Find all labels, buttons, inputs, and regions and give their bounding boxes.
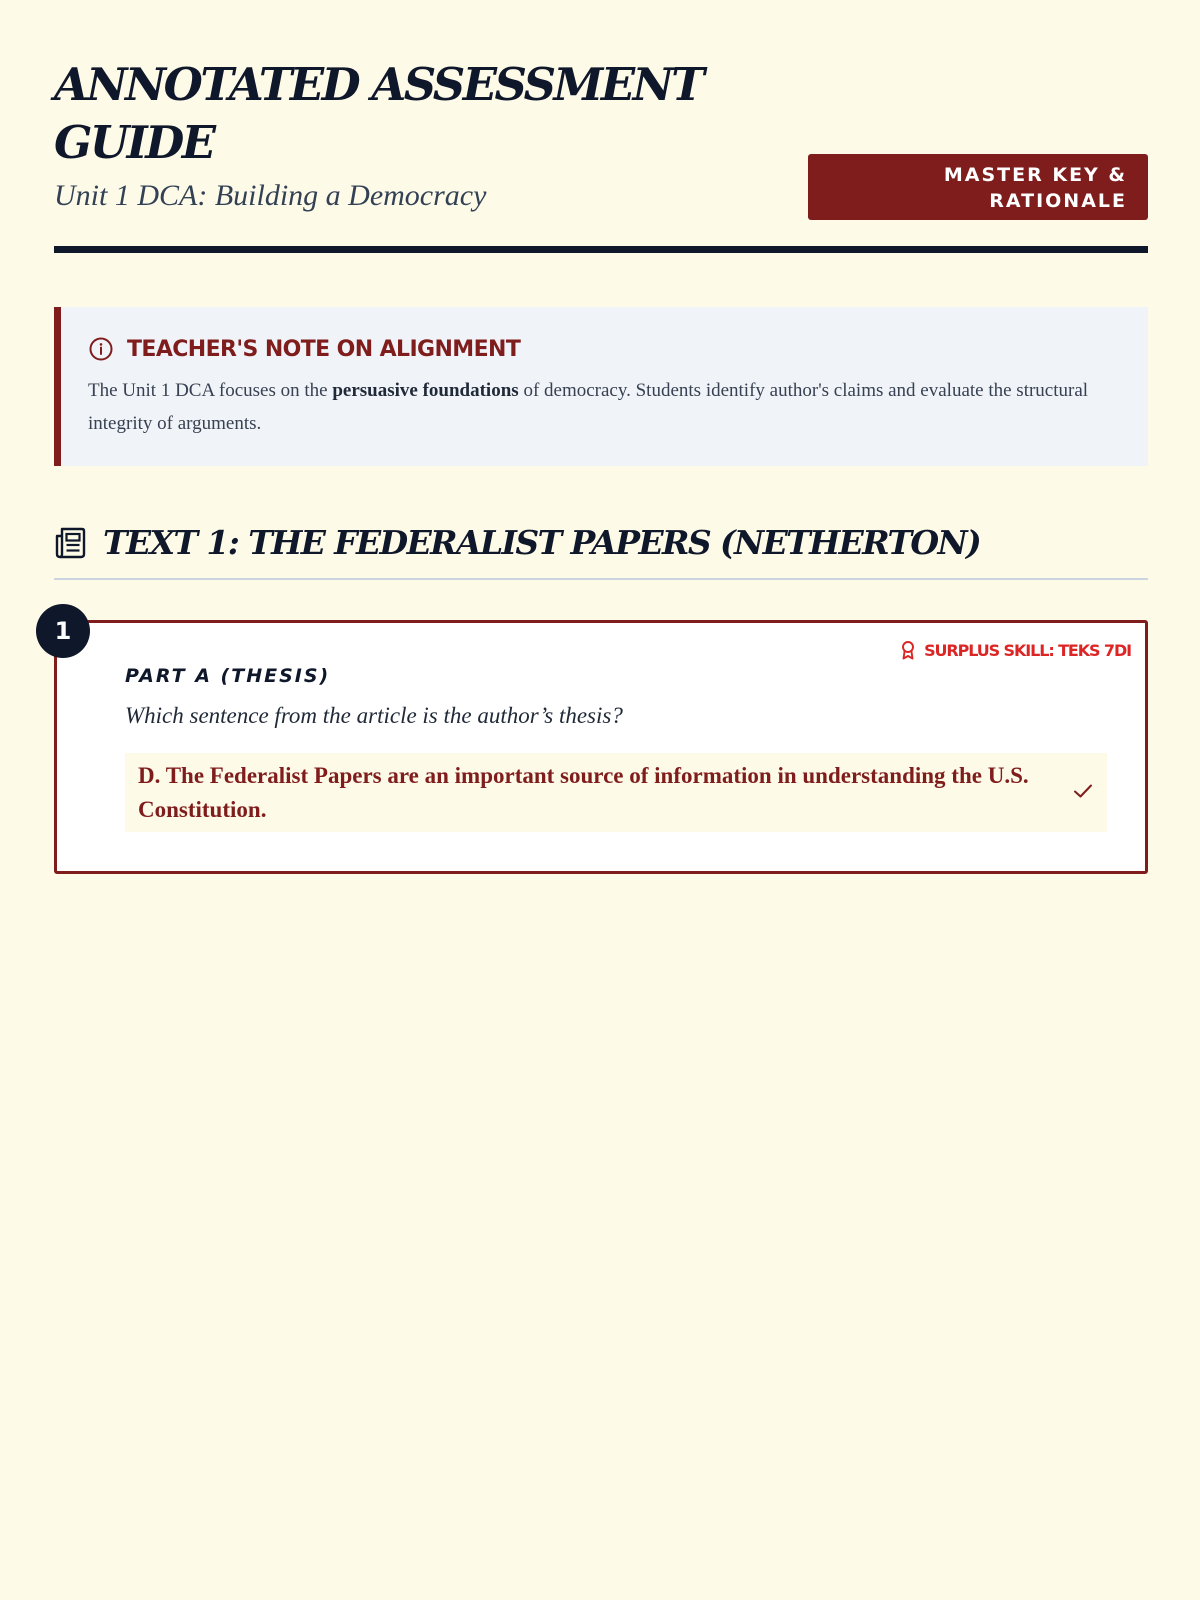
info-icon [88, 336, 114, 362]
teachers-note-body [88, 374, 1108, 440]
question-card [54, 620, 1148, 874]
teachers-note-body-start: The Unit 1 DCA focuses on the [88, 380, 333, 401]
skill-tag-label: SURPLUS SKILL: TEKS 7DI [924, 640, 1131, 660]
header-divider [54, 246, 1148, 253]
part-label: PART A (THESIS) [125, 665, 331, 687]
teachers-note-title: TEACHER'S NOTE ON ALIGNMENT [127, 336, 521, 362]
teachers-note-emphasis: persuasive foundations [332, 380, 519, 401]
check-icon [1073, 783, 1093, 799]
page-subtitle: Unit 1 DCA: Building a Democracy [54, 179, 487, 212]
newspaper-icon [54, 526, 87, 560]
question-prompt: Which sentence from the article is the author’s thesis? [125, 703, 623, 728]
section-title: TEXT 1: THE FEDERALIST PAPERS (NETHERTON) [103, 523, 981, 562]
teachers-note-callout [54, 307, 1148, 466]
teachers-note-heading [88, 334, 1108, 364]
award-icon [899, 640, 917, 660]
skill-tag [899, 640, 1131, 660]
master-key-badge: MASTER KEY & RATIONALE [808, 154, 1148, 220]
text-section-heading [54, 519, 1148, 579]
correct-answer-box [125, 753, 1107, 832]
teachers-note-body-end: of democracy. Students identify author's claims and evaluate the structural integrity of arguments. [88, 380, 1089, 434]
question-number-badge: 1 [36, 604, 90, 658]
correct-answer-text: D. The Federalist Papers are an important source of information in understanding the U.S. Constitution. [138, 763, 1029, 822]
page-title: ANNOTATED ASSESSMENT GUIDE [54, 58, 703, 169]
section-divider [54, 578, 1148, 580]
